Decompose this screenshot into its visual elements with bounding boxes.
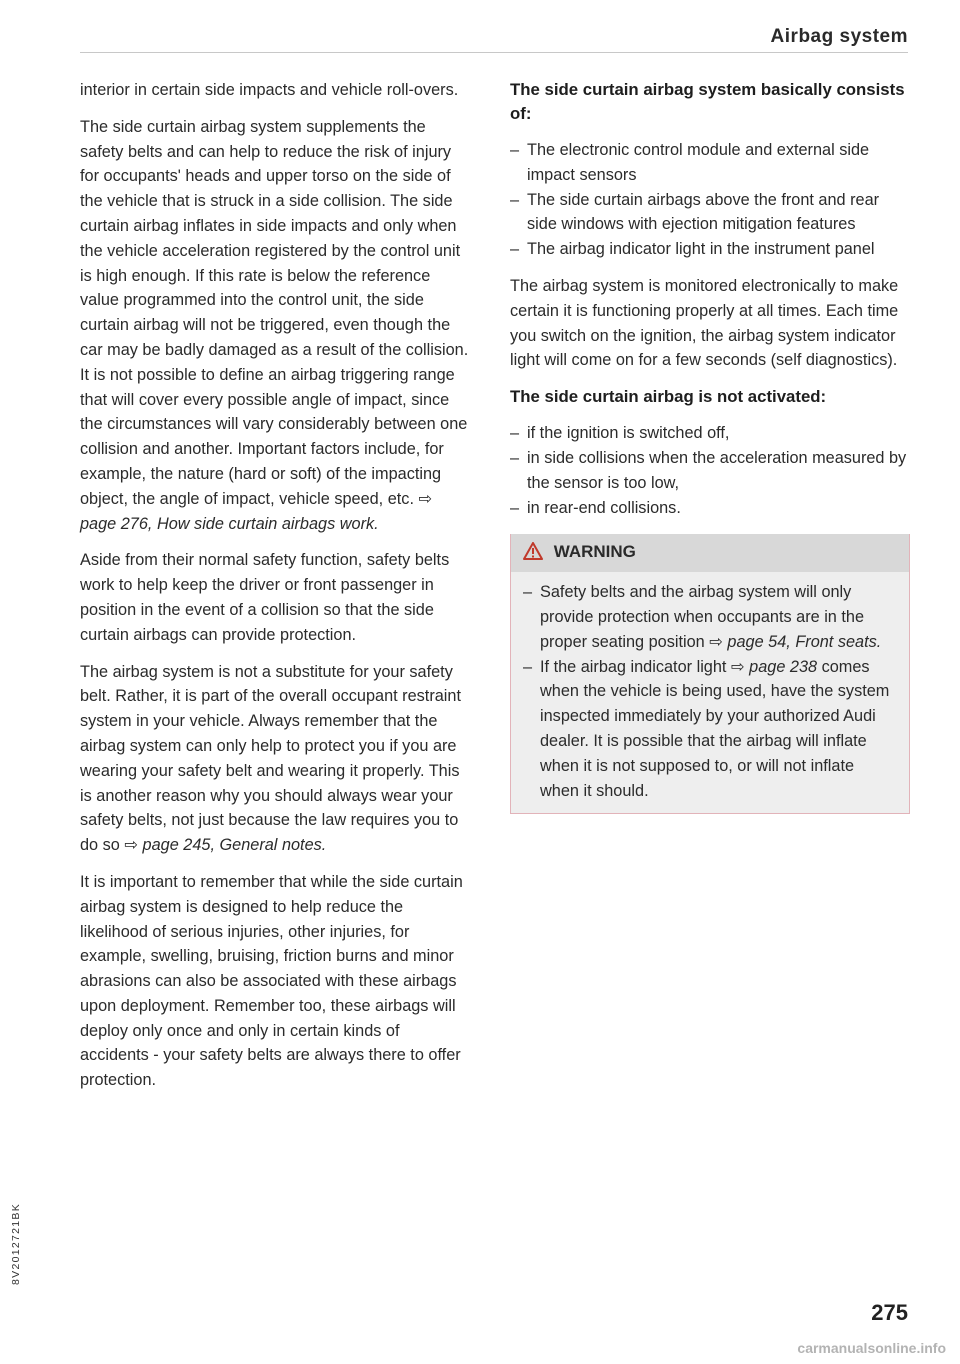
paragraph bbox=[80, 115, 472, 537]
paragraph-text: The side curtain airbag system supplements the safety belts and can help to reduce the risk of injury for occupants' heads and upper torso on the side of the vehicle that is struck in a side collision. The side curtain airbag inflates in side impacts and only when the vehicle acceleration registered by the control unit is high enough. If this rate is below the reference value programmed into the control unit, the side curtain airbag will not be triggered, even though the car may be badly damaged as a result of the collision. It is not possible to define an airbag triggering range that will cover every possible angle of impact, since the circumstances will vary considerably between one collision and another. Important factors include, for example, the nature (hard or soft) of the impacting object, the angle of impact, vehicle speed, etc. bbox=[80, 117, 469, 508]
warning-title: WARNING bbox=[553, 542, 636, 562]
page-reference-link[interactable]: ⇨ page 238 bbox=[730, 657, 818, 676]
list-item: – The side curtain airbags above the front and rear side windows with ejection mitigation features bbox=[510, 188, 910, 238]
paragraph: interior in certain side impacts and vehicle roll-overs. bbox=[80, 81, 459, 99]
paragraph: It is important to remember that while the side curtain airbag system is designed to help reduce the likelihood of serious injuries, other injuries, for example, swelling, bruising, friction burns and minor abrasions can also be associated with these airbags upon deployment. Remember too, these airbags will deploy only once and only in certain kinds of accidents - your safety belts are always there to offer protection. bbox=[80, 872, 463, 1090]
header-rule bbox=[80, 52, 908, 53]
page-reference-link[interactable]: ⇨ page 54, Front seats. bbox=[709, 632, 882, 651]
list-item bbox=[523, 580, 897, 654]
page-reference-link[interactable]: ⇨ page 276, How side curtain airbags work. bbox=[80, 489, 433, 533]
watermark: carmanualsonline.info bbox=[797, 1340, 946, 1356]
list-item: – The airbag indicator light in the instrument panel bbox=[510, 237, 910, 262]
page-number: 275 bbox=[871, 1300, 908, 1325]
warning-body bbox=[511, 572, 909, 813]
list-item: – in side collisions when the acceleration measured by the sensor is too low, bbox=[510, 446, 910, 496]
warning-box bbox=[510, 534, 910, 814]
page-reference-link[interactable]: ⇨ page 245, General notes. bbox=[124, 836, 327, 855]
paragraph: The airbag system is monitored electronically to make certain it is functioning properly at all times. Each time you switch on the ignition, the airbag system indicator light will come on for a few seconds (self diagnostics). bbox=[510, 276, 899, 370]
list-item: – if the ignition is switched off, bbox=[510, 421, 910, 446]
warning-text: comes when the vehicle is being used, have the system inspected immediately by your authorized Audi dealer. It is possible that the airbag will inflate when it is not supposed to, or will not inflate when it should. bbox=[540, 657, 890, 800]
warning-header bbox=[511, 534, 909, 572]
warning-text: Safety belts and the airbag system will only provide protection when occupants are in the proper seating position bbox=[540, 583, 865, 651]
list-item: – in rear-end collisions. bbox=[510, 496, 910, 521]
warning-triangle-icon bbox=[523, 542, 545, 568]
warning-text: If the airbag indicator light bbox=[540, 657, 727, 676]
list-item bbox=[523, 655, 897, 804]
document-code: 8V2012721BK bbox=[10, 1202, 22, 1285]
section-heading: The side curtain airbag system basically consists of: bbox=[510, 80, 905, 123]
paragraph-text: The airbag system is not a substitute for your safety belt. Rather, it is part of the overall occupant restraint system in your vehicle. Always remember that the airbag system can only help to protect you if you are wearing your safety belt and wearing it properly. This is another reason why you should always wear your safety belts, not just because the law requires you to do so bbox=[80, 662, 461, 855]
list-item: – The electronic control module and external side impact sensors bbox=[510, 138, 910, 188]
right-column bbox=[510, 78, 910, 814]
section-heading: The side curtain airbag is not activated: bbox=[510, 387, 827, 407]
left-column bbox=[80, 78, 472, 1105]
components-list bbox=[510, 138, 910, 262]
section-title: Airbag system bbox=[770, 26, 908, 47]
warning-list bbox=[523, 580, 897, 803]
paragraph bbox=[80, 660, 472, 858]
not-activated-list bbox=[510, 421, 910, 520]
paragraph: Aside from their normal safety function, safety belts work to help keep the driver or front passenger in position in the event of a collision so that the side curtain airbags can provide protection. bbox=[80, 551, 450, 644]
